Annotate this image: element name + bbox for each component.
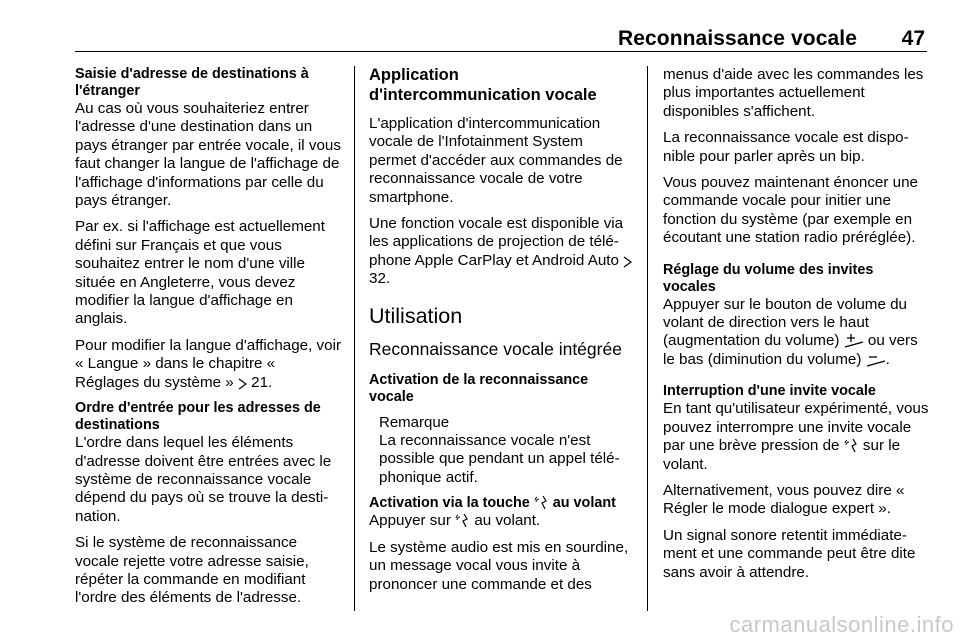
paragraph-text: .	[885, 350, 890, 368]
paragraph: L'ordre dans lequel les éléments d'adresse doivent être entrées avec le système de reconnaissance vocale dépend du pays où se trouve la destination.	[75, 434, 332, 525]
paragraph-text: En tant qu'utilisateur expérimenté, vous pouvez interrompre une invite vocale par une brève pression de	[663, 400, 929, 455]
paragraph	[369, 512, 634, 530]
volume-up-icon	[844, 333, 864, 348]
paragraph-text: ou vers le bas (diminution du volume)	[663, 332, 918, 368]
paragraph: Un signal sonore retentit immédiatement et une commande peut être dite sans avoir à attendre.	[663, 526, 916, 581]
paragraph: menus d'aide avec les commandes les plus importantes actuellement disponibles s'affichent.	[663, 66, 924, 120]
paragraph: La reconnaissance vocale est disponible pour parler après un bip.	[663, 129, 909, 165]
column-1	[75, 66, 343, 616]
page-number: 47	[901, 27, 925, 50]
heading-text: Activation via la touche	[369, 495, 534, 512]
paragraph-text: au volant.	[470, 512, 541, 530]
note-box	[369, 414, 634, 488]
voice-control-icon	[534, 495, 549, 510]
paragraph: Par ex. si l'affichage est actuellement défini sur Français et que vous souhaitez entrer le nom d'une ville située en Angleterre, vous devez modifier la langue d'affichage en anglais.	[75, 218, 325, 328]
page-reference-number: 21.	[246, 373, 273, 391]
column-2	[369, 66, 634, 602]
paragraph-text: sur le volant.	[663, 437, 901, 473]
heading-interrupt: Interruption d'une invite vocale	[663, 383, 876, 400]
watermark: carmanualsonline.info	[729, 612, 954, 637]
paragraph	[369, 215, 634, 289]
heading-text: au volant	[548, 495, 616, 512]
paragraph: Alternativement, vous pouvez dire « Régler le mode dialogue expert ».	[663, 481, 905, 518]
paragraph-text: Pour modifier la langue d'affichage, voir « Langue » dans le chapitre « Réglages du système »	[75, 336, 342, 391]
page-reference-number: 32.	[369, 270, 391, 288]
heading-passthrough-app: Application d'intercommunication vocale	[369, 66, 597, 104]
paragraph	[663, 400, 929, 474]
paragraph	[663, 296, 929, 370]
note-label: Remarque	[379, 413, 450, 431]
column-divider	[354, 66, 355, 611]
page-title: Reconnaissance vocale	[617, 27, 857, 50]
heading-integrated-voice: Reconnaissance vocale intégrée	[369, 338, 622, 359]
heading-volume: Réglage du volume des invites vocales	[663, 261, 874, 295]
column-divider	[647, 66, 648, 611]
paragraph: L'application d'intercommunication vocale de l'Infotainment System permet d'accéder aux commandes de reconnaissance vocale de votre smartphone.	[369, 115, 623, 206]
paragraph: Vous pouvez maintenant énoncer une commande vocale pour initier une fonction du système (par exemple en écoutant une station radio préréglée).	[663, 174, 918, 247]
paragraph	[75, 337, 343, 392]
page-reference-icon	[238, 378, 247, 390]
paragraph: Si le système de reconnaissance vocale rejette votre adresse saisie, répéter la commande en modifiant l'ordre des éléments de l'adresse.	[75, 534, 309, 607]
heading-steering-key	[369, 495, 634, 512]
column-3	[663, 66, 929, 590]
paragraph: Au cas où vous souhaiteriez entrer l'adresse d'une destination dans un pays étranger par entrée vocale, il vous faut changer la langue de l'affichage de l'affichage d'informations par celle du pays étranger.	[75, 100, 341, 210]
note-text: La reconnaissance vocale n'est possible que pendant un appel téléphonique actif.	[379, 432, 620, 486]
paragraph-text: Appuyer sur	[369, 512, 456, 530]
page-header	[75, 26, 927, 52]
heading-usage: Utilisation	[369, 303, 463, 328]
page-reference-icon	[623, 256, 632, 268]
heading-entry-order: Ordre d'entrée pour les adresses de destinations	[75, 400, 321, 434]
heading-foreign-address: Saisie d'adresse de destinations à l'étranger	[75, 66, 309, 99]
heading-activation: Activation de la reconnaissance vocale	[369, 371, 589, 405]
voice-control-icon	[455, 513, 470, 528]
paragraph-text: Une fonction vocale est disponible via les applications de projection de téléphone Apple CarPlay et Android Auto	[369, 215, 624, 269]
volume-down-icon	[866, 352, 886, 367]
paragraph: Le système audio est mis en sourdine, un message vocal vous invite à prononcer une commande et des	[369, 538, 629, 593]
paragraph-text: Appuyer sur le bouton de volume du volant de direction vers le haut (augmentation du volume)	[663, 295, 908, 350]
voice-control-icon	[844, 438, 859, 453]
